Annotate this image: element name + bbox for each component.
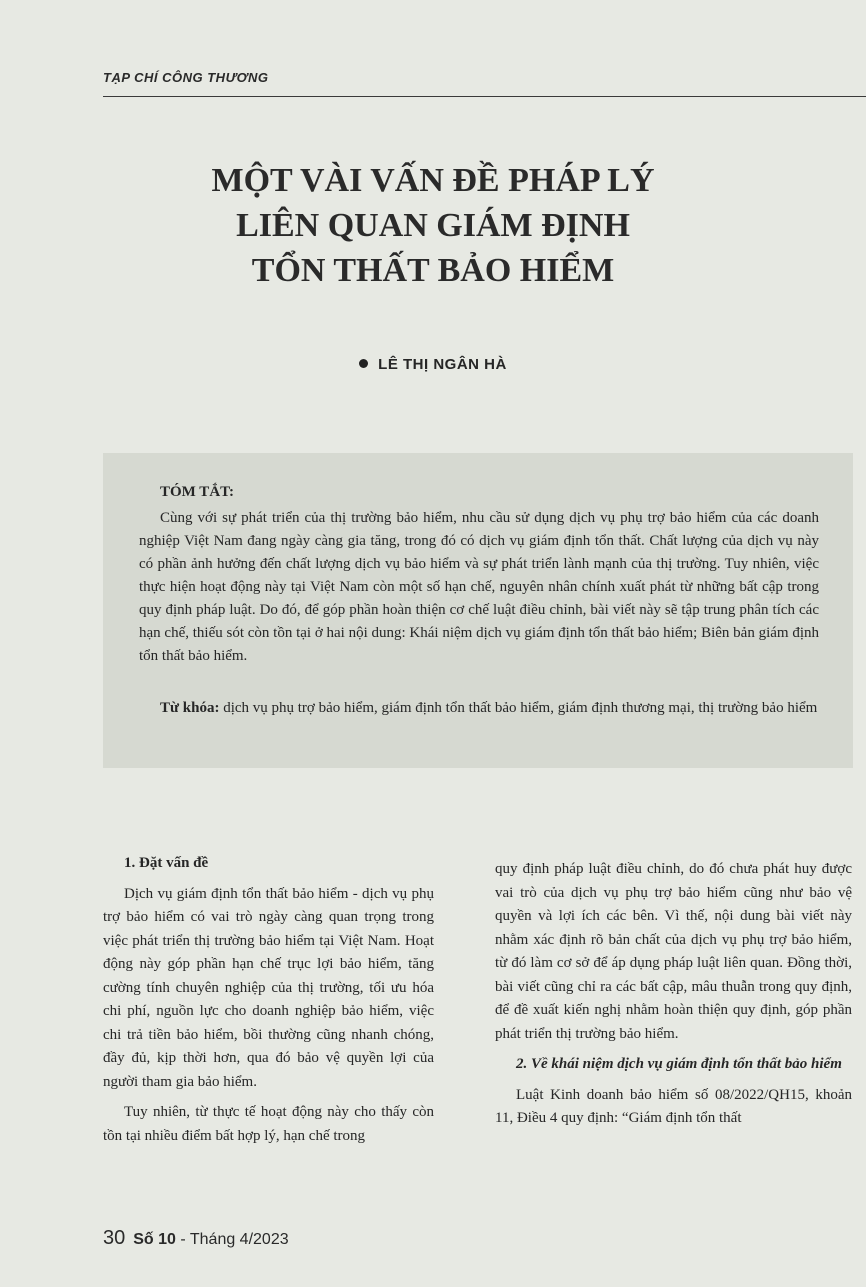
keywords-text: dịch vụ phụ trợ bảo hiểm, giám định tổn thất bảo hiểm, giám định thương mại, thị trường bảo hiểm — [219, 700, 818, 716]
title-line: LIÊN QUAN GIÁM ĐỊNH — [236, 207, 630, 244]
right-column — [495, 858, 852, 1138]
paragraph: Dịch vụ giám định tổn thất bảo hiểm - dịch vụ phụ trợ bảo hiểm có vai trò ngày càng quan trọng trong việc phát triển thị trường bảo hiểm tại Việt Nam. Hoạt động này góp phần hạn chế trục lợi bảo hiểm, tăng cường tính chuyên nghiệp của thị trường, tối ưu hóa chi phí, nguồn lực cho doanh nghiệp bảo hiểm, việc chi trả tiền bảo hiểm, bồi thường cũng nhanh chóng, đầy đủ, kịp thời hơn, qua đó bảo vệ quyền lợi của người tham gia bảo hiểm. — [103, 885, 434, 1090]
page-number: 30 — [103, 1227, 126, 1249]
issue-date: - Tháng 4/2023 — [175, 1231, 289, 1248]
author-name: LÊ THỊ NGÂN HÀ — [378, 356, 507, 373]
issue-number: Số 10 — [133, 1231, 176, 1248]
section-1-heading: 1. Đặt vấn đề — [124, 855, 209, 871]
abstract-text: Cùng với sự phát triển của thị trường bảo hiểm, nhu cầu sử dụng dịch vụ phụ trợ bảo hiểm của các doanh nghiệp Việt Nam đang ngày càng gia tăng, trong đó có dịch vụ giám định tổn thất. Chất lượng của dịch vụ này có phần ảnh hưởng đến chất lượng dịch vụ bảo hiểm và sự phát triển lành mạnh của thị trường. Tuy nhiên, việc thực hiện hoạt động này tại Việt Nam còn một số hạn chế, nguyên nhân chính xuất phát từ những bất cập trong quy định pháp luật. Do đó, để góp phần hoàn thiện cơ chế luật điều chỉnh, bài viết này sẽ tập trung phân tích các hạn chế, thiếu sót còn tồn tại ở hai nội dung: Khái niệm dịch vụ giám định tổn thất bảo hiểm; Biên bản giám định tổn thất bảo hiểm. — [139, 510, 819, 664]
article-title — [150, 158, 716, 293]
page-footer — [103, 1227, 289, 1250]
title-line: MỘT VÀI VẤN ĐỀ PHÁP LÝ — [211, 162, 655, 199]
bullet-icon — [359, 359, 368, 368]
journal-name: TẠP CHÍ CÔNG THƯƠNG — [103, 70, 269, 85]
paragraph: Tuy nhiên, từ thực tế hoạt động này cho thấy còn tồn tại nhiều điểm bất hợp lý, hạn chế trong — [103, 1104, 434, 1144]
paragraph: Luật Kinh doanh bảo hiểm số 08/2022/QH15, khoản 11, Điều 4 quy định: “Giám định tổn thất — [495, 1086, 852, 1126]
abstract-heading: TÓM TẮT: — [160, 484, 235, 500]
left-column — [103, 852, 434, 1155]
keywords — [139, 697, 819, 720]
title-line: TỔN THẤT BẢO HIỂM — [251, 252, 615, 289]
keywords-label: Từ khóa: — [160, 700, 220, 716]
author-line — [0, 356, 866, 373]
section-2-heading: 2. Về khái niệm dịch vụ giám định tổn thất bảo hiểm — [516, 1056, 842, 1072]
header-rule — [103, 96, 866, 97]
paragraph: quy định pháp luật điều chỉnh, do đó chưa phát huy được vai trò của dịch vụ phụ trợ bảo hiểm cũng như bảo vệ quyền và lợi ích các bên. Vì thế, nội dung bài viết này nhằm xác định rõ bản chất của dịch vụ phụ trợ bảo hiểm, từ đó làm cơ sở để áp dụng pháp luật liên quan. Đồng thời, bài viết cũng chỉ ra các bất cập, mâu thuẫn trong quy định, để đề xuất kiến nghị nhằm hoàn thiện quy định, góp phần phát triển thị trường bảo hiểm. — [495, 861, 852, 1042]
